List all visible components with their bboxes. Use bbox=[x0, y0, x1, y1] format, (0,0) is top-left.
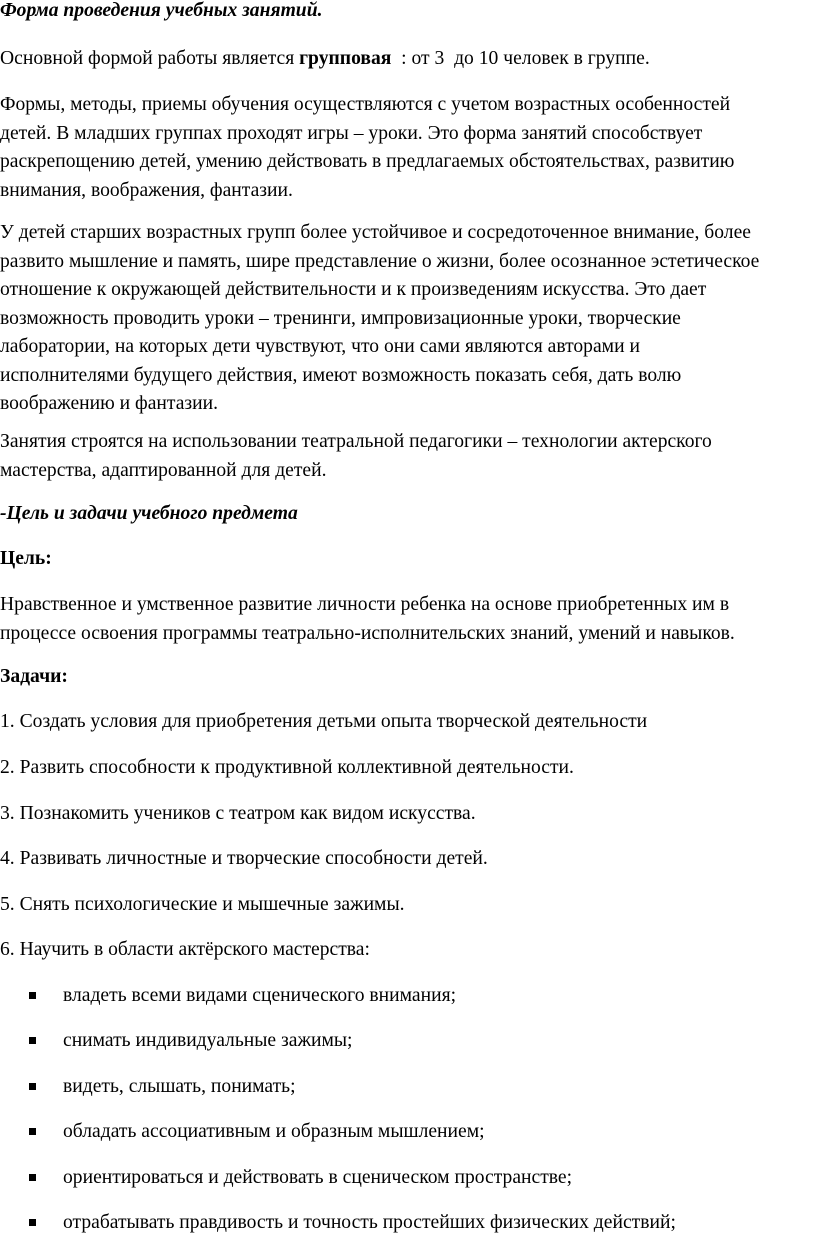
paragraph-line: развито мышление и память, шире представление о жизни, более осознанное эстетическое bbox=[0, 250, 760, 272]
paragraph-older-groups bbox=[0, 219, 759, 419]
group-work-bold: групповая bbox=[299, 48, 392, 69]
bullet-text: ориентироваться и действовать в сценическом пространстве; bbox=[63, 1167, 573, 1188]
paragraph-line: возможность проводить уроки – тренинги, импровизационные уроки, творческие bbox=[0, 307, 681, 329]
group-work-text-post: : от 3 до 10 человек в группе. bbox=[391, 48, 650, 69]
paragraph-line: Занятия строятся на использовании театральной педагогики – технологии актерского bbox=[0, 431, 712, 452]
bullet-text: отрабатывать правдивость и точность простейших физических действий; bbox=[63, 1212, 676, 1233]
heading-form: Форма проведения учебных занятий. bbox=[0, 0, 323, 21]
task-item: 4. Развивать личностные и творческие способности детей. bbox=[0, 848, 488, 869]
label-goal: Цель: bbox=[0, 548, 52, 569]
bullet-text: обладать ассоциативным и образным мышлением; bbox=[63, 1121, 485, 1142]
paragraph-line: Формы, методы, приемы обучения осуществляются с учетом возрастных особенностей bbox=[0, 94, 731, 115]
paragraph-group-work bbox=[0, 45, 650, 74]
square-bullet-icon bbox=[29, 1037, 36, 1044]
paragraph-line: процессе освоения программы театрально-исполнительских знаний, умений и навыков. bbox=[0, 622, 735, 644]
task-item: 6. Научить в области актёрского мастерства: bbox=[0, 939, 370, 960]
label-tasks: Задачи: bbox=[0, 666, 68, 687]
paragraph-line: исполнителями будущего действия, имеют возможность показать себя, дать волю bbox=[0, 364, 682, 386]
paragraph-goal bbox=[0, 591, 735, 648]
square-bullet-icon bbox=[29, 992, 36, 999]
paragraph-line: раскрепощению детей, умению действовать в предлагаемых обстоятельствах, развитию bbox=[0, 151, 735, 172]
task-item: 1. Создать условия для приобретения детьми опыта творческой деятельности bbox=[0, 711, 648, 732]
paragraph-line: У детей старших возрастных групп более устойчивое и сосредоточенное внимание, более bbox=[0, 222, 751, 243]
paragraph-line: внимания, воображения, фантазии. bbox=[0, 179, 293, 201]
paragraph-line: мастерства, адаптированной для детей. bbox=[0, 459, 327, 481]
group-work-text-pre: Основной формой работы является bbox=[0, 48, 300, 69]
task-item: 3. Познакомить учеников с театром как видом искусства. bbox=[0, 803, 476, 824]
paragraph-line: детей. В младших группах проходят игры – уроки. Это форма занятий способствует bbox=[0, 122, 703, 144]
heading-goal-tasks: -Цель и задачи учебного предмета bbox=[0, 503, 298, 524]
task-item: 2. Развить способности к продуктивной коллективной деятельности. bbox=[0, 757, 574, 778]
bullet-text: владеть всеми видами сценического внимания; bbox=[63, 985, 457, 1006]
paragraph-line: отношение к окружающей действительности и к произведениям искусства. Это дает bbox=[0, 279, 707, 300]
bullet-text: видеть, слышать, понимать; bbox=[63, 1076, 296, 1097]
bullet-text: снимать индивидуальные зажимы; bbox=[63, 1030, 353, 1051]
paragraph-line: лаборатории, на которых дети чувствуют, что они сами являются авторами и bbox=[0, 336, 640, 357]
paragraph-forms-methods bbox=[0, 91, 734, 205]
paragraph-theatre-pedagogy bbox=[0, 428, 712, 485]
paragraph-line: воображению и фантазии. bbox=[0, 393, 219, 414]
task-item: 5. Снять психологические и мышечные зажимы. bbox=[0, 894, 405, 915]
square-bullet-icon bbox=[29, 1083, 36, 1090]
paragraph-line: Нравственное и умственное развитие личности ребенка на основе приобретенных им в bbox=[0, 594, 730, 615]
square-bullet-icon bbox=[29, 1128, 36, 1135]
square-bullet-icon bbox=[29, 1174, 36, 1181]
square-bullet-icon bbox=[29, 1219, 36, 1226]
